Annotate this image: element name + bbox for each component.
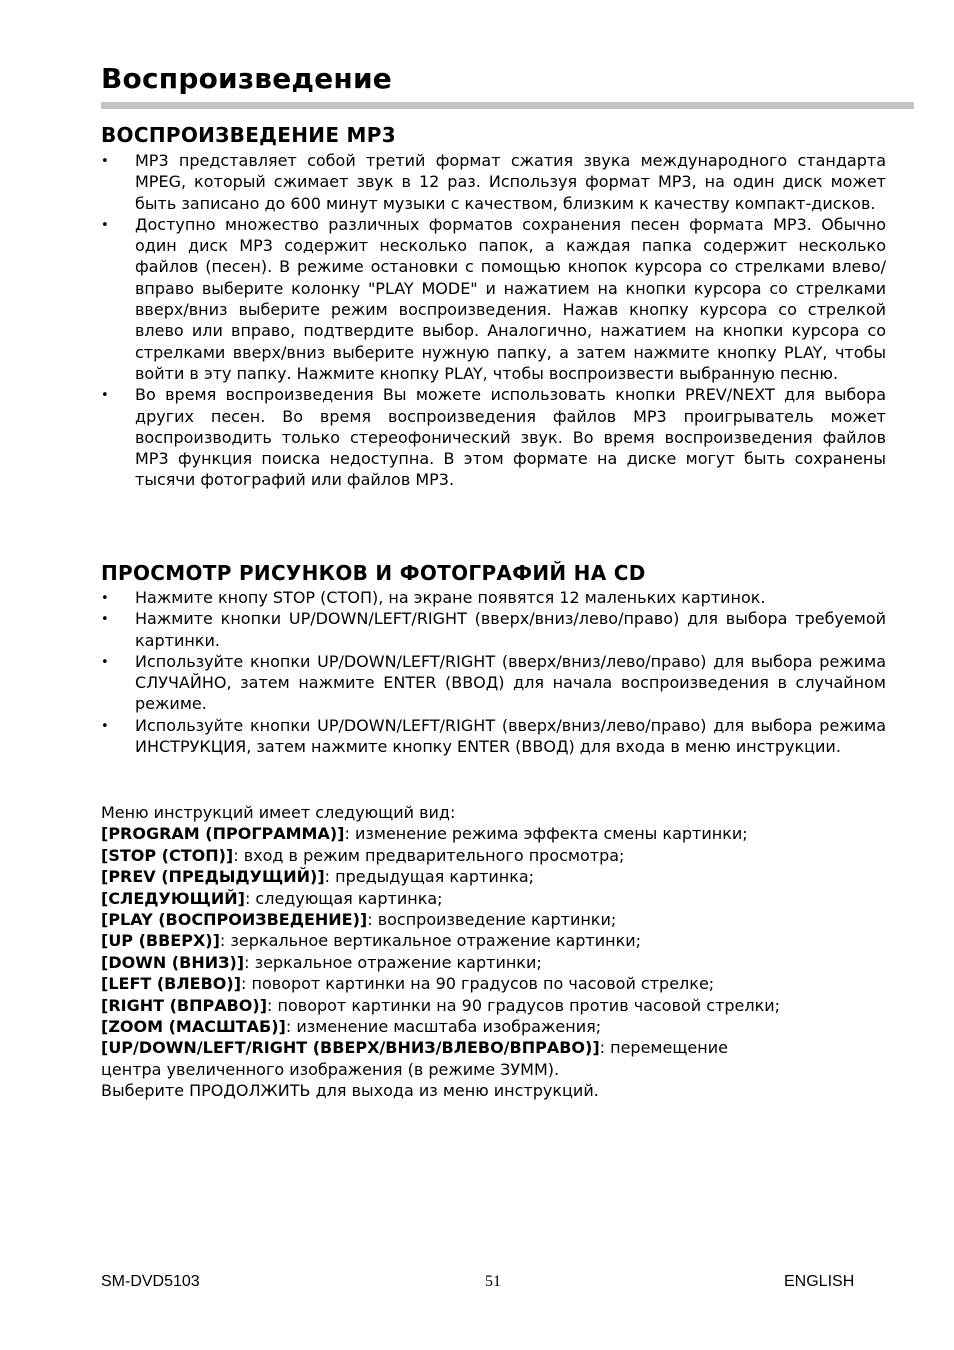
- menu-item: [PREV (ПРЕДЫДУЩИЙ)]: предыдущая картинка;: [101, 867, 535, 887]
- list-item: • Доступно множество различных форматов сохранения песен формата MP3. Обычно один диск MP3 содержит несколько папок, а каждая папка содержит несколько файлов (песен). В режиме остановки с помощью кнопок курсора со стрелками влево/вправо выберите колонку "PLAY MODE" и нажатием на кнопки курсора со стрелками вверх/вниз выберите режим воспроизведения. Нажав кнопку курсора со стрелкой влево или вправо, подтвердите выбор. Аналогично, нажатием на кнопки курсора со стрелками вверх/вниз выберите нужную папку, а затем нажмите кнопку PLAY, чтобы войти в эту папку. Нажмите кнопку PLAY, чтобы воспроизвести выбранную песню.: [101, 214, 886, 383]
- menu-item: [PROGRAM (ПРОГРАММА)]: изменение режима эффекта смены картинки;: [101, 824, 748, 844]
- bullet-icon: •: [101, 217, 109, 233]
- footer-model: SM-DVD5103: [101, 1273, 200, 1290]
- menu-key: [UP (ВВЕРХ)]: [101, 931, 220, 951]
- menu-key: [PROGRAM (ПРОГРАММА)]: [101, 824, 345, 844]
- menu-item: [UP/DOWN/LEFT/RIGHT (ВВЕРХ/ВНИЗ/ВЛЕВО/ВПРАВО)]: перемещение: [101, 1038, 728, 1058]
- list-item: • Во время воспроизведения Вы можете использовать кнопки PREV/NEXT для выбора других песен. Во время воспроизведения файлов MP3 проигрыватель может воспроизводить только стереофонический звук. Во время воспроизведения файлов MP3 функция поиска недоступна. В этом формате на диске могут быть сохранены тысячи фотографий или файлов MP3.: [101, 385, 886, 490]
- menu-key: [RIGHT (ВПРАВО)]: [101, 995, 268, 1015]
- menu-key: [PREV (ПРЕДЫДУЩИЙ)]: [101, 867, 325, 887]
- menu-item: [RIGHT (ВПРАВО)]: поворот картинки на 90 градусов против часовой стрелки;: [101, 995, 781, 1015]
- menu-item: [UP (ВВЕРХ)]: зеркальное вертикальное отражение картинки;: [101, 931, 642, 951]
- bullet-icon: •: [101, 388, 109, 404]
- mp3-bullet-list: [101, 150, 886, 491]
- section-heading-mp3: ВОСПРОИЗВЕДЕНИЕ MP3: [101, 123, 396, 147]
- menu-item: [DOWN (ВНИЗ)]: зеркальное отражение картинки;: [101, 952, 542, 972]
- list-item: • Используйте кнопки UP/DOWN/LEFT/RIGHT (вверх/вниз/лево/право) для выбора режима ИНСТРУКЦИЯ, затем нажмите кнопку ENTER (ВВОД) для входа в меню инструкции.: [101, 715, 886, 757]
- list-item: • Нажмите кнопу STOP (СТОП), на экране появятся 12 маленьких картинок.: [101, 587, 886, 608]
- list-item: • MP3 представляет собой третий формат сжатия звука международного стандарта MPEG, который сжимает звук в 12 раз. Используя формат MP3, на один диск может быть записано до 600 минут музыки с качеством, близким к качеству компакт-дисков.: [101, 151, 886, 213]
- menu-item: [STOP (СТОП)]: вход в режим предварительного просмотра;: [101, 845, 625, 865]
- bullet-icon: •: [101, 612, 109, 628]
- menu-item: [PLAY (ВОСПРОИЗВЕДЕНИЕ)]: воспроизведение картинки;: [101, 910, 617, 930]
- menu-item: [LEFT (ВЛЕВО)]: поворот картинки на 90 градусов по часовой стрелке;: [101, 974, 715, 994]
- menu-key: [DOWN (ВНИЗ)]: [101, 952, 245, 972]
- instruction-menu: [101, 802, 891, 1102]
- menu-key: [STOP (СТОП)]: [101, 845, 234, 865]
- section-heading-photos: ПРОСМОТР РИСУНКОВ И ФОТОГРАФИЙ НА CD: [101, 561, 646, 585]
- footer-page-number: 51: [485, 1273, 501, 1290]
- menu-item: [СЛЕДУЮЩИЙ]: следующая картинка;: [101, 888, 443, 908]
- menu-key: [СЛЕДУЮЩИЙ]: [101, 888, 245, 908]
- title-rule: [101, 102, 914, 109]
- page-title: Воспроизведение: [101, 62, 392, 95]
- menu-key: [ZOOM (МАСШТАБ)]: [101, 1017, 286, 1037]
- list-item: • Нажмите кнопки UP/DOWN/LEFT/RIGHT (вверх/вниз/лево/право) для выбора требуемой картинки.: [101, 609, 886, 650]
- bullet-icon: •: [101, 654, 109, 670]
- footer-language: ENGLISH: [784, 1273, 855, 1290]
- list-item: • Используйте кнопки UP/DOWN/LEFT/RIGHT (вверх/вниз/лево/право) для выбора режима СЛУЧАЙНО, затем нажмите ENTER (ВВОД) для начала воспроизведения в случайном режиме.: [101, 651, 886, 714]
- bullet-icon: •: [101, 718, 109, 734]
- menu-continuation: центра увеличенного изображения (в режиме ЗУММ).: [101, 1059, 560, 1079]
- menu-item: [ZOOM (МАСШТАБ)]: изменение масштаба изображения;: [101, 1017, 602, 1037]
- menu-exit-note: Выберите ПРОДОЛЖИТЬ для выхода из меню инструкций.: [101, 1081, 599, 1101]
- bullet-icon: •: [101, 591, 109, 606]
- menu-key: [LEFT (ВЛЕВО)]: [101, 974, 241, 994]
- menu-key: [PLAY (ВОСПРОИЗВЕДЕНИЕ)]: [101, 910, 368, 930]
- menu-key: [UP/DOWN/LEFT/RIGHT (ВВЕРХ/ВНИЗ/ВЛЕВО/ВПРАВО)]: [101, 1038, 600, 1058]
- bullet-icon: •: [101, 154, 109, 169]
- menu-intro: Меню инструкций имеет следующий вид:: [101, 803, 456, 822]
- photos-bullet-list: [101, 587, 886, 757]
